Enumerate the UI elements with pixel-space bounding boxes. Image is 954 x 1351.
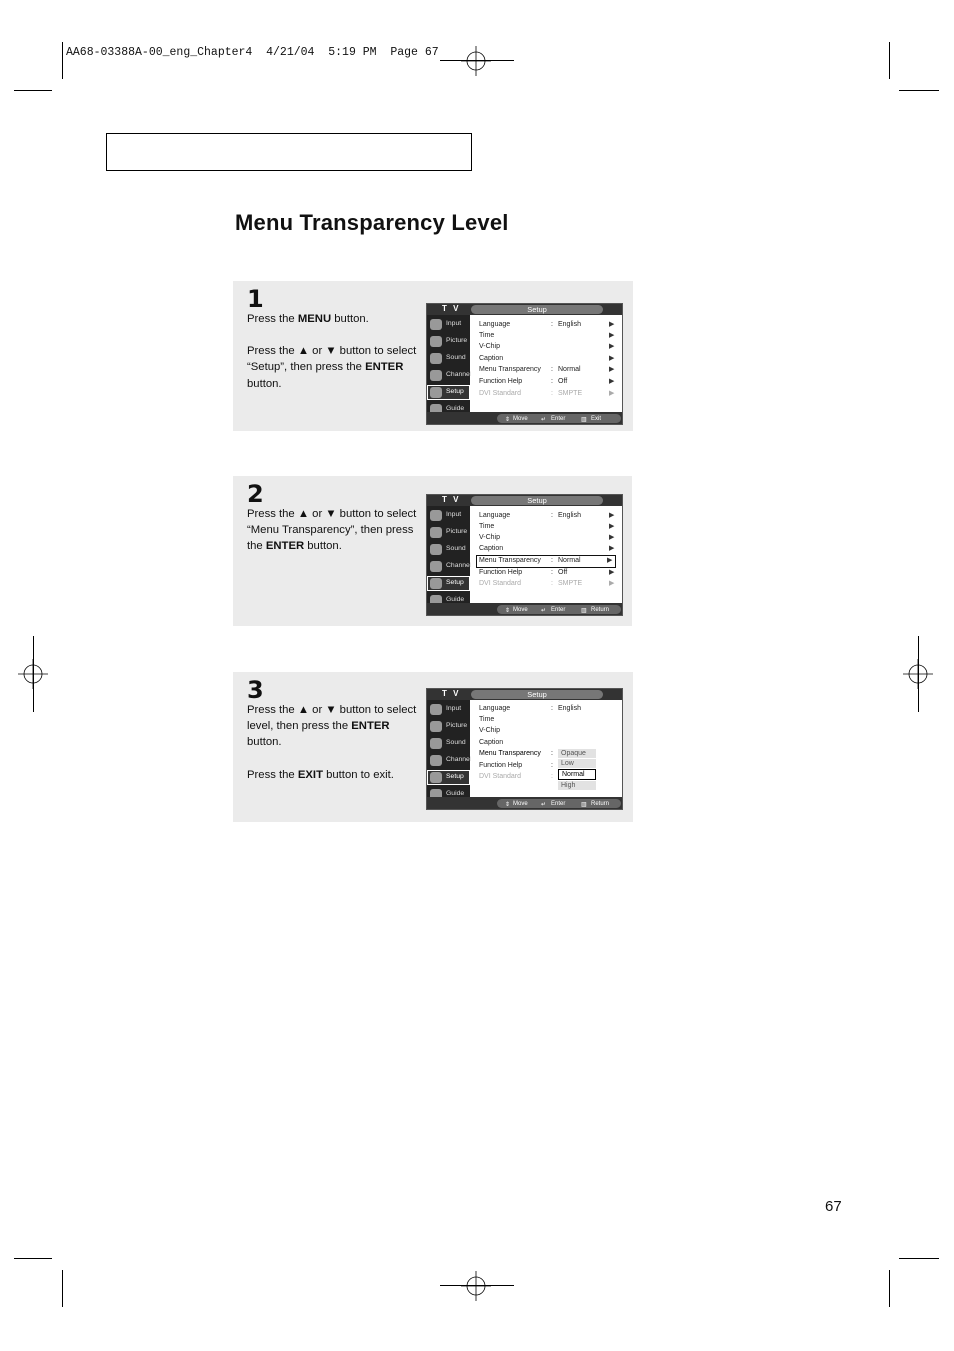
osd-side-sound: Sound [427, 542, 470, 557]
input-icon [430, 510, 442, 521]
level-option: Low [558, 759, 596, 768]
osd-side-input: Input [427, 508, 470, 523]
arrow-right-icon: ▶ [609, 534, 615, 541]
step-number: 3 [247, 676, 264, 704]
osd-row: Caption ▶ [479, 355, 615, 362]
move-icon: ⇕ [505, 417, 511, 423]
osd-tab: Setup [471, 305, 603, 314]
osd-side-guide: Guide [427, 787, 470, 802]
section-header-box [106, 133, 472, 171]
sound-icon [430, 353, 442, 364]
osd-row: Function Help : Off ▶ [479, 378, 615, 385]
osd-row: Caption [479, 739, 504, 746]
level-option: High [558, 781, 596, 790]
enter-icon: ↵ [541, 802, 547, 808]
osd-side-channel: Channel [427, 368, 470, 383]
registration-mark-icon [461, 46, 491, 76]
osd-row: DVI Standard : SMPTE ▶ [479, 390, 615, 397]
osd-row: Menu Transparency : Normal ▶ [479, 366, 615, 373]
osd-row: Caption ▶ [479, 545, 615, 552]
crop-mark [918, 636, 919, 712]
input-icon [430, 704, 442, 715]
osd-row: V-Chip [479, 727, 501, 734]
channel-icon [430, 755, 442, 766]
sound-icon [430, 544, 442, 555]
tv-osd-screen: T V Setup Input Picture Sound Channel Setup Guide Language : English ▶ Time ▶ V-Chip ▶ Caption ▶ Menu Transparency : Normal ▶ Function Help : Off ▶ DVI Standard : SMPTE ▶ ⇕ Move ↵ Enter ▥ Exit [426, 303, 623, 425]
osd-side-guide: Guide [427, 593, 470, 608]
registration-mark-icon [461, 1271, 491, 1301]
arrow-right-icon: ▶ [609, 580, 615, 587]
level-option-selected: Normal [558, 769, 596, 780]
osd-side-picture: Picture [427, 334, 470, 349]
arrow-right-icon: ▶ [609, 378, 615, 385]
menu-key-label: MENU [297, 313, 332, 325]
picture-icon [430, 721, 442, 732]
osd-row: Language : English ▶ [479, 512, 615, 519]
step-instructions: Press the MENU button. Press the ▲ or ▼ button to select “Setup”, then press the ENTER button. [247, 313, 417, 390]
osd-row: Function Help : Off ▶ [479, 569, 615, 576]
exit-icon: ▥ [581, 417, 587, 423]
osd-sidebar [427, 700, 470, 797]
osd-side-input: Input [427, 317, 470, 332]
step-1-panel [233, 281, 633, 431]
osd-row: V-Chip ▶ [479, 343, 615, 350]
osd-row-active: Menu Transparency : [479, 750, 553, 757]
osd-row: Time [479, 716, 495, 723]
arrow-right-icon: ▶ [609, 366, 615, 373]
osd-row: DVI Standard : [479, 773, 553, 780]
transparency-level-list [558, 749, 596, 791]
setup-icon [430, 578, 442, 589]
enter-key-label: ENTER [351, 720, 390, 733]
osd-tab: Setup [471, 496, 603, 505]
return-icon: ▥ [581, 802, 587, 808]
crop-mark [14, 1258, 52, 1259]
osd-side-channel: Channel [427, 753, 470, 768]
step-number: 1 [247, 285, 264, 313]
return-icon: ▥ [581, 608, 587, 614]
step-3-panel [233, 672, 633, 822]
print-slug: AA68-03388A-00_eng_Chapter4 4/21/04 5:19 PM Page 67 [66, 46, 439, 59]
arrow-right-icon: ▶ [609, 390, 615, 397]
osd-footer: ⇕ Move ↵ Enter ▥ Exit [427, 412, 622, 424]
enter-icon: ↵ [541, 417, 547, 423]
osd-side-guide: Guide [427, 402, 470, 417]
move-icon: ⇕ [505, 608, 511, 614]
step-instructions: Press the ▲ or ▼ button to select “Menu Transparency”, then press the ENTER button. [247, 508, 417, 553]
osd-side-input: Input [427, 702, 470, 717]
picture-icon [430, 527, 442, 538]
crop-mark [62, 1270, 63, 1307]
crop-mark [889, 42, 890, 79]
page-number: 67 [825, 1198, 842, 1215]
setup-icon [430, 772, 442, 783]
osd-row-selected: Menu Transparency : Normal ▶ [477, 556, 615, 567]
crop-mark [899, 1258, 939, 1259]
crop-mark [440, 1285, 514, 1286]
crop-mark [889, 1270, 890, 1307]
osd-side-picture: Picture [427, 525, 470, 540]
step-2-panel [233, 476, 632, 626]
picture-icon [430, 336, 442, 347]
osd-side-sound: Sound [427, 736, 470, 751]
tv-osd-screen: T V Setup Input Picture Sound Channel Setup Guide Language : English Time V-Chip Caption Menu Transparency : Function Help : DVI Standard : Opaque Low Normal High ⇕ Move ↵ Enter ▥ Return [426, 688, 623, 810]
osd-side-picture: Picture [427, 719, 470, 734]
osd-row: Time ▶ [479, 523, 615, 530]
osd-sidebar [427, 315, 470, 412]
crop-mark [440, 60, 514, 61]
sound-icon [430, 738, 442, 749]
arrow-right-icon: ▶ [609, 512, 615, 519]
arrow-right-icon: ▶ [609, 321, 615, 328]
input-icon [430, 319, 442, 330]
arrow-right-icon: ▶ [609, 569, 615, 576]
arrow-right-icon: ▶ [609, 343, 615, 350]
channel-icon [430, 561, 442, 572]
setup-icon [430, 387, 442, 398]
osd-side-setup: Setup [427, 576, 470, 591]
enter-icon: ↵ [541, 608, 547, 614]
osd-row: Language : English ▶ [479, 321, 615, 328]
osd-row: Function Help : [479, 762, 553, 769]
osd-side-channel: Channel [427, 559, 470, 574]
level-option: Opaque [558, 749, 596, 758]
osd-row: Language : English [479, 705, 581, 712]
osd-side-sound: Sound [427, 351, 470, 366]
osd-tab: Setup [471, 690, 603, 699]
enter-key-label: ENTER [265, 540, 305, 553]
arrow-right-icon: ▶ [609, 332, 615, 339]
crop-mark [33, 636, 34, 712]
crop-mark [62, 42, 63, 79]
osd-row: DVI Standard : SMPTE ▶ [479, 580, 615, 587]
osd-row: V-Chip ▶ [479, 534, 615, 541]
step-instructions: Press the ▲ or ▼ button to select level, then press the ENTER button. Press the EXIT button to exit. [247, 704, 417, 781]
page-title: Menu Transparency Level [235, 210, 509, 235]
osd-footer: ⇕ Move ↵ Enter ▥ Return [427, 797, 622, 809]
enter-key-label: ENTER [365, 361, 404, 374]
osd-footer: ⇕ Move ↵ Enter ▥ Return [427, 603, 622, 615]
tv-osd-screen: T V Setup Input Picture Sound Channel Setup Guide Language : English ▶ Time ▶ V-Chip ▶ Caption ▶ Menu Transparency : Normal ▶ Function Help : Off ▶ DVI Standard : SMPTE ▶ ⇕ Move ↵ Enter ▥ Return [426, 494, 623, 616]
arrow-right-icon: ▶ [609, 523, 615, 530]
arrow-right-icon: ▶ [607, 557, 613, 564]
osd-side-setup: Setup [427, 385, 470, 400]
crop-mark [14, 90, 52, 91]
step-number: 2 [247, 480, 264, 508]
exit-key-label: EXIT [297, 768, 323, 781]
arrow-right-icon: ▶ [609, 545, 615, 552]
osd-sidebar [427, 506, 470, 603]
osd-row: Time ▶ [479, 332, 615, 339]
osd-side-setup: Setup [427, 770, 470, 785]
channel-icon [430, 370, 442, 381]
move-icon: ⇕ [505, 802, 511, 808]
crop-mark [899, 90, 939, 91]
arrow-right-icon: ▶ [609, 355, 615, 362]
